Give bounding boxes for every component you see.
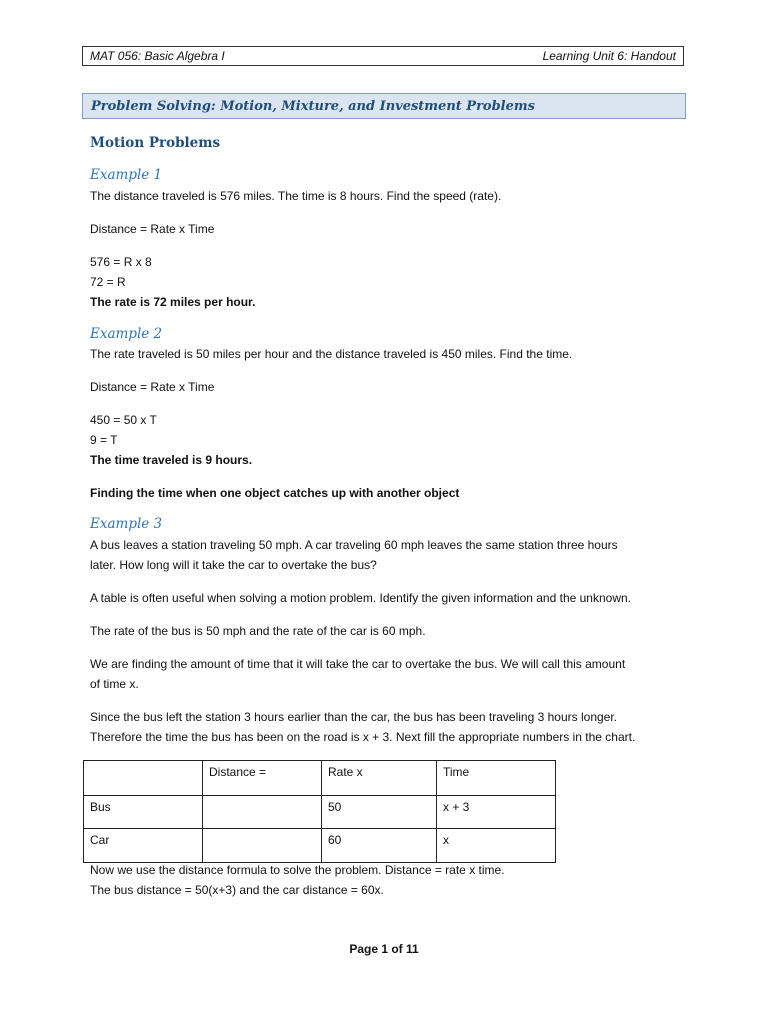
table-header-cell: Time bbox=[437, 761, 556, 796]
paragraph-line: Since the bus left the station 3 hours earlier than the car, the bus has been traveling 3 hours longer. bbox=[90, 710, 618, 724]
running-header bbox=[82, 46, 684, 66]
table-header-cell: Distance = bbox=[203, 761, 322, 796]
example-1-heading: Example 1 bbox=[90, 167, 163, 183]
table-header-cell: Rate x bbox=[322, 761, 437, 796]
example-2-problem: The rate traveled is 50 miles per hour and the distance traveled is 450 miles. Find the time. bbox=[90, 347, 573, 361]
formula-line: Distance = Rate x Time bbox=[90, 222, 215, 236]
table-cell bbox=[203, 829, 322, 863]
motion-table bbox=[83, 760, 556, 863]
paragraph-line: We are finding the amount of time that it will take the car to overtake the bus. We will call this amount bbox=[90, 657, 626, 671]
table-cell: 60 bbox=[322, 829, 437, 863]
equation-line: 9 = T bbox=[90, 433, 118, 447]
page-number: Page 1 of 11 bbox=[349, 942, 419, 956]
paragraph-line: A bus leaves a station traveling 50 mph. A car traveling 60 mph leaves the same station three hours bbox=[90, 538, 618, 552]
example-1-answer: The rate is 72 miles per hour. bbox=[90, 295, 256, 309]
document-title: Problem Solving: Motion, Mixture, and Investment Problems bbox=[82, 93, 686, 119]
equation-line: 72 = R bbox=[90, 275, 126, 289]
equation-line: 576 = R x 8 bbox=[90, 255, 152, 269]
course-title: MAT 056: Basic Algebra I bbox=[90, 49, 225, 63]
paragraph-line: Therefore the time the bus has been on the road is x + 3. Next fill the appropriate numbers in the chart. bbox=[90, 730, 636, 744]
table-cell: Bus bbox=[84, 796, 203, 829]
paragraph-line: later. How long will it take the car to overtake the bus? bbox=[90, 558, 377, 572]
subsection-heading: Finding the time when one object catches up with another object bbox=[90, 486, 460, 500]
example-2-answer: The time traveled is 9 hours. bbox=[90, 453, 253, 467]
example-2-heading: Example 2 bbox=[90, 326, 163, 342]
table-cell: Car bbox=[84, 829, 203, 863]
table-row bbox=[84, 796, 556, 829]
example-3-heading: Example 3 bbox=[90, 516, 163, 532]
paragraph-line: of time x. bbox=[90, 677, 139, 691]
paragraph-line: The rate of the bus is 50 mph and the rate of the car is 60 mph. bbox=[90, 624, 426, 638]
unit-title: Learning Unit 6: Handout bbox=[542, 49, 676, 63]
table-cell: 50 bbox=[322, 796, 437, 829]
table-header-row bbox=[84, 761, 556, 796]
equation-line: 450 = 50 x T bbox=[90, 413, 157, 427]
paragraph-line: Now we use the distance formula to solve the problem. Distance = rate x time. bbox=[90, 863, 505, 877]
formula-line: Distance = Rate x Time bbox=[90, 380, 215, 394]
section-heading: Motion Problems bbox=[90, 135, 221, 151]
table-cell bbox=[203, 796, 322, 829]
paragraph-line: The bus distance = 50(x+3) and the car distance = 60x. bbox=[90, 883, 384, 897]
table-cell: x + 3 bbox=[437, 796, 556, 829]
paragraph-line: A table is often useful when solving a motion problem. Identify the given information and the unknown. bbox=[90, 591, 631, 605]
table-cell: x bbox=[437, 829, 556, 863]
table-cell bbox=[84, 761, 203, 796]
example-1-problem: The distance traveled is 576 miles. The time is 8 hours. Find the speed (rate). bbox=[90, 189, 502, 203]
table-row bbox=[84, 829, 556, 863]
